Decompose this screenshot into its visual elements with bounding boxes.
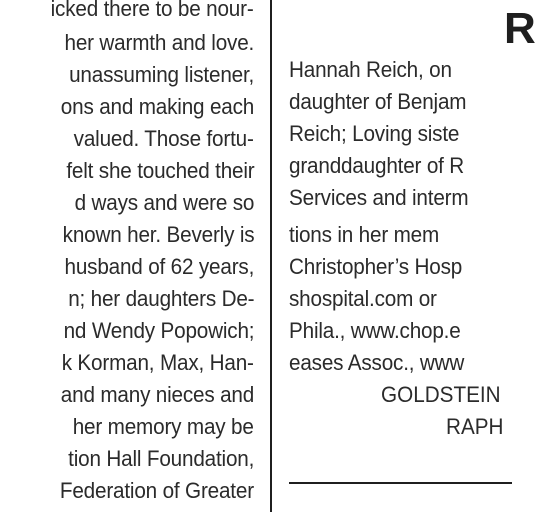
left-text-line: and many nieces and bbox=[60, 382, 254, 407]
left-text-line: icked there to be nour- bbox=[51, 0, 254, 21]
right-text-line: shospital.com or bbox=[289, 286, 437, 311]
right-text-line: Reich; Loving siste bbox=[289, 121, 460, 146]
column-divider bbox=[270, 0, 272, 512]
obituary-heading: R bbox=[504, 4, 536, 53]
right-text-line: eases Assoc., www bbox=[289, 350, 465, 375]
left-text-line: nd Wendy Popowich; bbox=[63, 318, 254, 343]
left-text-line: her warmth and love. bbox=[64, 30, 254, 55]
right-text-line: Christopher’s Hosp bbox=[289, 254, 463, 279]
left-text-line: husband of 62 years, bbox=[64, 254, 254, 279]
left-text-line: felt she touched their bbox=[65, 158, 254, 183]
left-text-line: tion Hall Foundation, bbox=[67, 446, 254, 471]
left-text-line: unassuming listener, bbox=[68, 62, 254, 87]
right-text-line: tions in her mem bbox=[289, 222, 440, 247]
right-text-line: granddaughter of R bbox=[289, 153, 465, 178]
left-text-line: ons and making each bbox=[60, 94, 254, 119]
section-divider bbox=[289, 482, 512, 484]
funeral-home-name: GOLDSTEIN bbox=[381, 382, 501, 407]
right-text-line: daughter of Benjam bbox=[289, 89, 467, 114]
left-text-line: known her. Beverly is bbox=[62, 222, 254, 247]
right-text-line: Hannah Reich, on bbox=[289, 57, 452, 82]
left-obituary-column bbox=[0, 0, 254, 512]
left-text-line: n; her daughters De- bbox=[67, 286, 254, 311]
left-text-line: valued. Those fortu- bbox=[73, 126, 254, 151]
right-text-line: Phila., www.chop.e bbox=[289, 318, 461, 343]
funeral-home-name-line-2: RAPH bbox=[446, 414, 504, 439]
left-text-line: her memory may be bbox=[73, 414, 254, 439]
left-text-line: k Korman, Max, Han- bbox=[61, 350, 254, 375]
right-obituary-column bbox=[289, 0, 536, 512]
left-text-line: d ways and were so bbox=[74, 190, 254, 215]
right-text-line: Services and interm bbox=[289, 185, 469, 210]
left-text-line: Federation of Greater bbox=[59, 478, 254, 503]
